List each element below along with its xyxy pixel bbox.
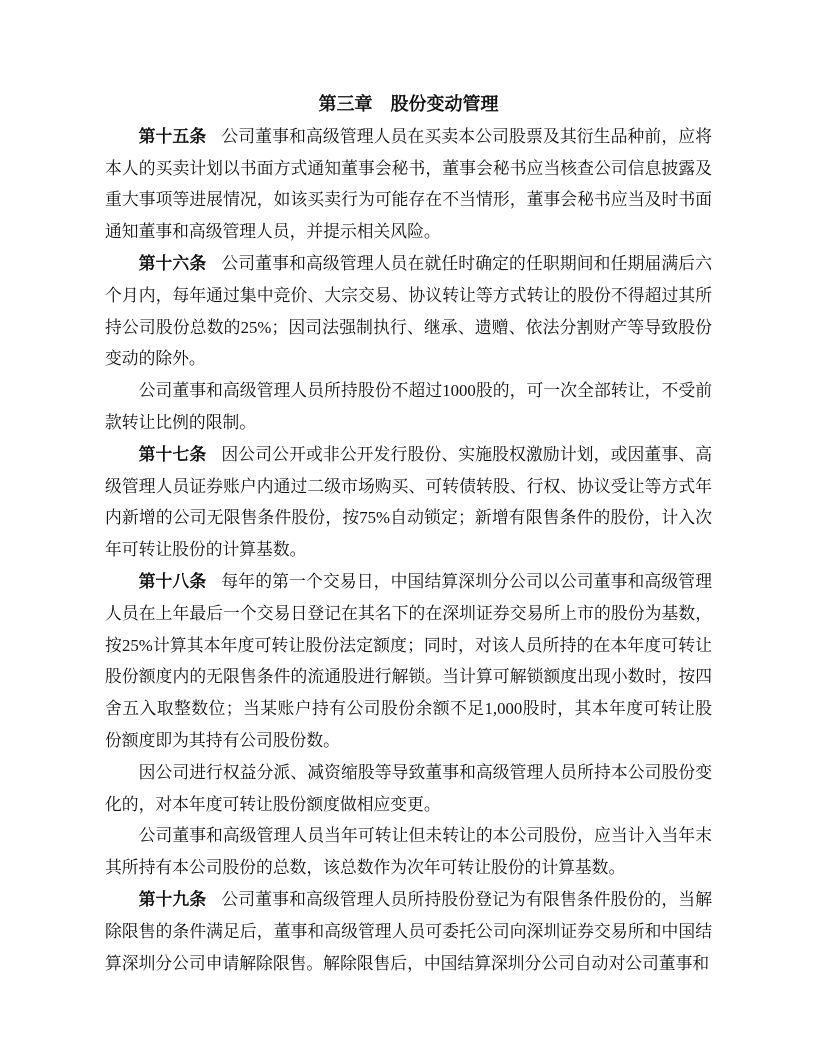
paragraph-text: 公司董事和高级管理人员在买卖本公司股票及其衍生品种前，应将本人的买卖计划以书面方式通知董事会秘书，董事会秘书应当核查公司信息披露及重大事项等进展情况，如该买卖行为可能存在不当情形，董事会秘书应当及时书面通知董事和高级管理人员，并提示相关风险。 <box>105 126 712 242</box>
paragraph-article-18 <box>105 566 712 757</box>
article-number: 第十八条 <box>138 571 207 591</box>
paragraph-article-17 <box>105 439 712 566</box>
article-number: 第十七条 <box>138 444 207 464</box>
article-number: 第十六条 <box>138 253 207 273</box>
paragraph-text: 每年的第一个交易日，中国结算深圳分公司以公司董事和高级管理人员在上年最后一个交易日登记在其名下的在深圳证券交易所上市的股份为基数，按25%计算其本年度可转让股份法定额度；同时，对该人员所持的在本年度可转让股份额度内的无限售条件的流通股进行解锁。当计算可解锁额度出现小数时，按四舍五入取整数位；当某账户持有公司股份余额不足1,000股时，其本年度可转让股份额度即为其持有公司股份数。 <box>105 571 712 750</box>
paragraph-text: 公司董事和高级管理人员在就任时确定的任职期间和任期届满后六个月内，每年通过集中竞价、大宗交易、协议转让等方式转让的股份不得超过其所持公司股份总数的25%；因司法强制执行、继承、遗赠、依法分割财产等导致股份变动的除外。 <box>105 253 712 369</box>
paragraph-article-16-clause-2 <box>105 375 712 439</box>
paragraph-article-18-clause-2 <box>105 757 712 821</box>
article-number: 第十五条 <box>138 126 207 146</box>
paragraph-text: 公司董事和高级管理人员当年可转让但未转让的本公司股份，应当计入当年末其所持有本公司股份的总数，该总数作为次年可转让股份的计算基数。 <box>105 826 712 878</box>
paragraph-article-15 <box>105 121 712 248</box>
paragraph-article-19 <box>105 884 712 979</box>
paragraph-text: 因公司进行权益分派、减资缩股等导致董事和高级管理人员所持本公司股份变化的，对本年度可转让股份额度做相应变更。 <box>105 762 712 814</box>
paragraph-text: 公司董事和高级管理人员所持股份不超过1000股的，可一次全部转让，不受前款转让比例的限制。 <box>105 381 712 432</box>
paragraph-article-18-clause-3 <box>105 820 712 884</box>
paragraph-text: 公司董事和高级管理人员所持股份登记为有限售条件股份的，当解除限售的条件满足后，董事和高级管理人员可委托公司向深圳证券交易所和中国结算深圳分公司申请解除限售。解除限售后，中国结算深圳分公司自动对公司董事和 <box>105 889 712 973</box>
paragraph-text: 因公司公开或非公开发行股份、实施股权激励计划，或因董事、高级管理人员证券账户内通过二级市场购买、可转债转股、行权、协议受让等方式年内新增的公司无限售条件股份，按75%自动锁定；新增有限售条件的股份，计入次年可转让股份的计算基数。 <box>105 444 712 560</box>
paragraph-article-16 <box>105 248 712 375</box>
article-number: 第十九条 <box>138 889 207 909</box>
chapter-title: 第三章 股份变动管理 <box>318 94 499 114</box>
